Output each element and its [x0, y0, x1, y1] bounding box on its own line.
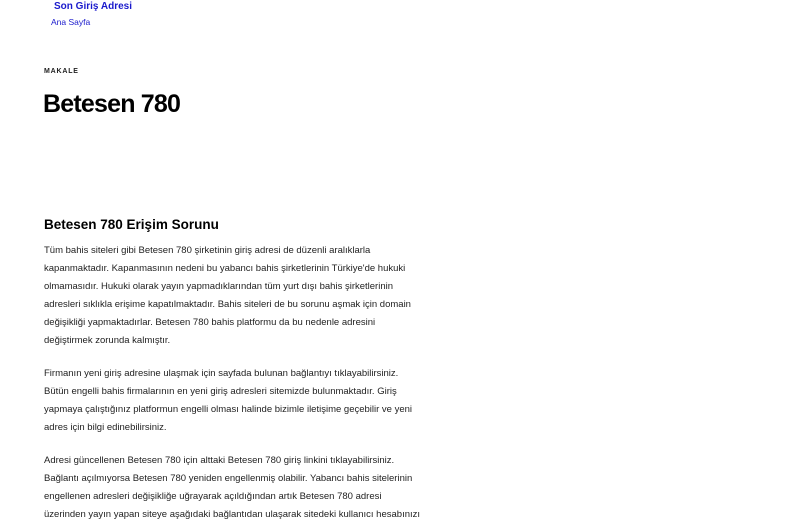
paragraph-line: Adresi güncellenen Betesen 780 için alttaki Betesen 780 giriş linkini tıklayabilirsiniz. [44, 455, 395, 466]
paragraph-line: değiştirmek zorunda kalmıştır. [44, 335, 171, 346]
paragraph-line: engellenen adresleri değişikliğe uğrayarak açıldığından artık Betesen 780 adresi [44, 491, 382, 502]
section-heading: Betesen 780 Erişim Sorunu [44, 217, 219, 232]
post-category: MAKALE [44, 68, 79, 75]
paragraph-1 [44, 242, 484, 350]
paragraph-line: Bütün engelli bahis firmalarının en yeni giriş adresleri sitemizde bulunmaktadır. Giriş [44, 386, 397, 397]
paragraph-line: Tüm bahis siteleri gibi Betesen 780 şirketinin giriş adresi de düzenli aralıklarla [44, 245, 371, 256]
post-title: Betesen 780 [43, 90, 181, 118]
paragraph-line: üzerinden yayın yapan siteye aşağıdaki bağlantıdan ulaşarak sitedeki kullanıcı hesabınızı [44, 509, 421, 520]
site-title-link[interactable]: Son Giriş Adresi [54, 1, 132, 12]
paragraph-line: adres için bilgi edinebilirsiniz. [44, 422, 167, 433]
home-link[interactable]: Ana Sayfa [51, 17, 91, 27]
paragraph-line: kapanmaktadır. Kapanmasının nedeni bu yabancı bahis şirketlerinin Türkiye'de hukuki [44, 263, 406, 274]
paragraph-line: adresleri sıklıkla erişime kapatılmaktadır. Bahis siteleri de bu sorunu aşmak için domain [44, 299, 411, 310]
paragraph-line: Firmanın yeni giriş adresine ulaşmak için sayfada bulunan bağlantıyı tıklayabilirsiniz. [44, 368, 399, 379]
paragraph-line: olmamasıdır. Hukuki olarak yayın yapmadıklarından tüm yurt dışı bahis şirketlerinin [44, 281, 394, 292]
paragraph-3 [44, 452, 484, 524]
paragraph-2 [44, 365, 484, 437]
paragraph-line: değişikliği yapmaktadırlar. Betesen 780 bahis platformu da bu nedenle adresini [44, 317, 376, 328]
article-content [44, 214, 484, 524]
paragraph-line: Bağlantı açılmıyorsa Betesen 780 yeniden engellenmiş olabilir. Yabancı bahis sitelerinin [44, 473, 413, 484]
paragraph-line: yapmaya çalıştığınız platformun engelli olması halinde bizimle iletişime geçebilir ve yeni [44, 404, 413, 415]
